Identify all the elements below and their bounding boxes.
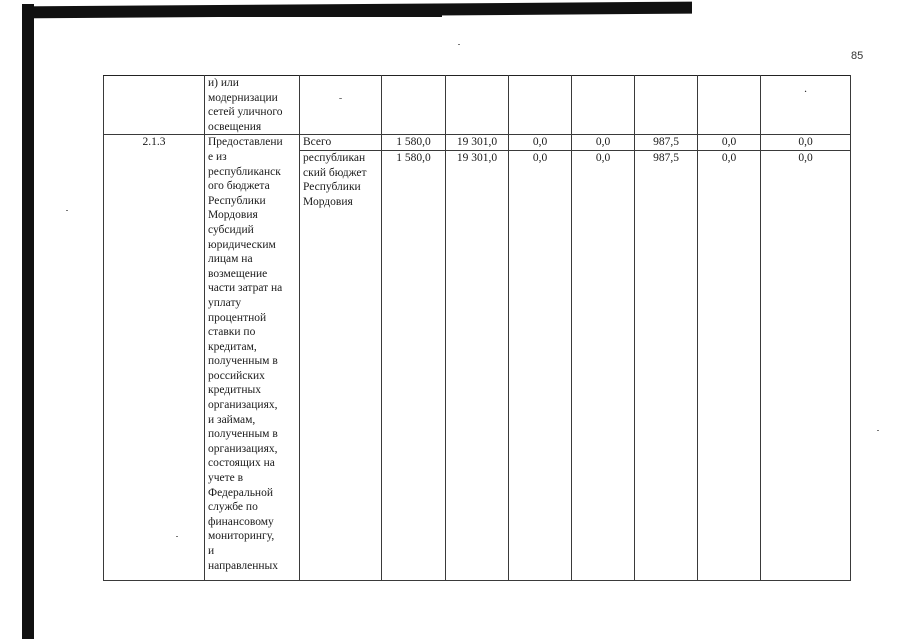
source-cell: Всего [300,135,382,151]
description-cell: Предоставлени е из республиканск ого бюджета Республики Мордовия субсидий юридическим лицам на возмещение части затрат на уплату процентной ставки по кредитам, полученным в российских кредитных организациях, и займам, полученным в организациях, состоящих на учете в Федеральной службе по финансовому мониторингу, и направленных [205,135,300,581]
scan-speck [66,210,68,211]
value-cell: 0,0 [509,150,572,580]
page-number: 85 [851,50,864,62]
scan-speck [877,430,879,431]
row-number-cell: 2.1.3 [104,135,205,581]
value-cell: 1 580,0 [382,135,446,151]
scan-speck [458,44,460,45]
value-cell: 0,0 [698,135,761,151]
source-cell: республикан ский бюджет Республики Мордовия [300,150,382,580]
value-cell: 1 580,0 [382,150,446,580]
value-cell: 0,0 [572,150,635,580]
value-cell: 987,5 [635,135,698,151]
value-cell: . [761,76,851,135]
value-cell [382,76,446,135]
source-cell: - [300,76,382,135]
table-row [104,135,851,151]
value-cell: 0,0 [698,150,761,580]
budget-table [103,75,851,581]
value-cell: 19 301,0 [446,150,509,580]
value-cell: 0,0 [761,135,851,151]
scan-edge-left [22,4,34,639]
value-cell: 987,5 [635,150,698,580]
table-row [104,76,851,135]
value-cell [572,76,635,135]
scan-edge-top-thin [22,14,442,17]
description-cell: и) или модернизации сетей уличного освещения [205,76,300,135]
value-cell: 19 301,0 [446,135,509,151]
value-cell [698,76,761,135]
row-number-cell [104,76,205,135]
value-cell [446,76,509,135]
value-cell: 0,0 [761,150,851,580]
value-cell [509,76,572,135]
value-cell: 0,0 [509,135,572,151]
value-cell: 0,0 [572,135,635,151]
value-cell [635,76,698,135]
